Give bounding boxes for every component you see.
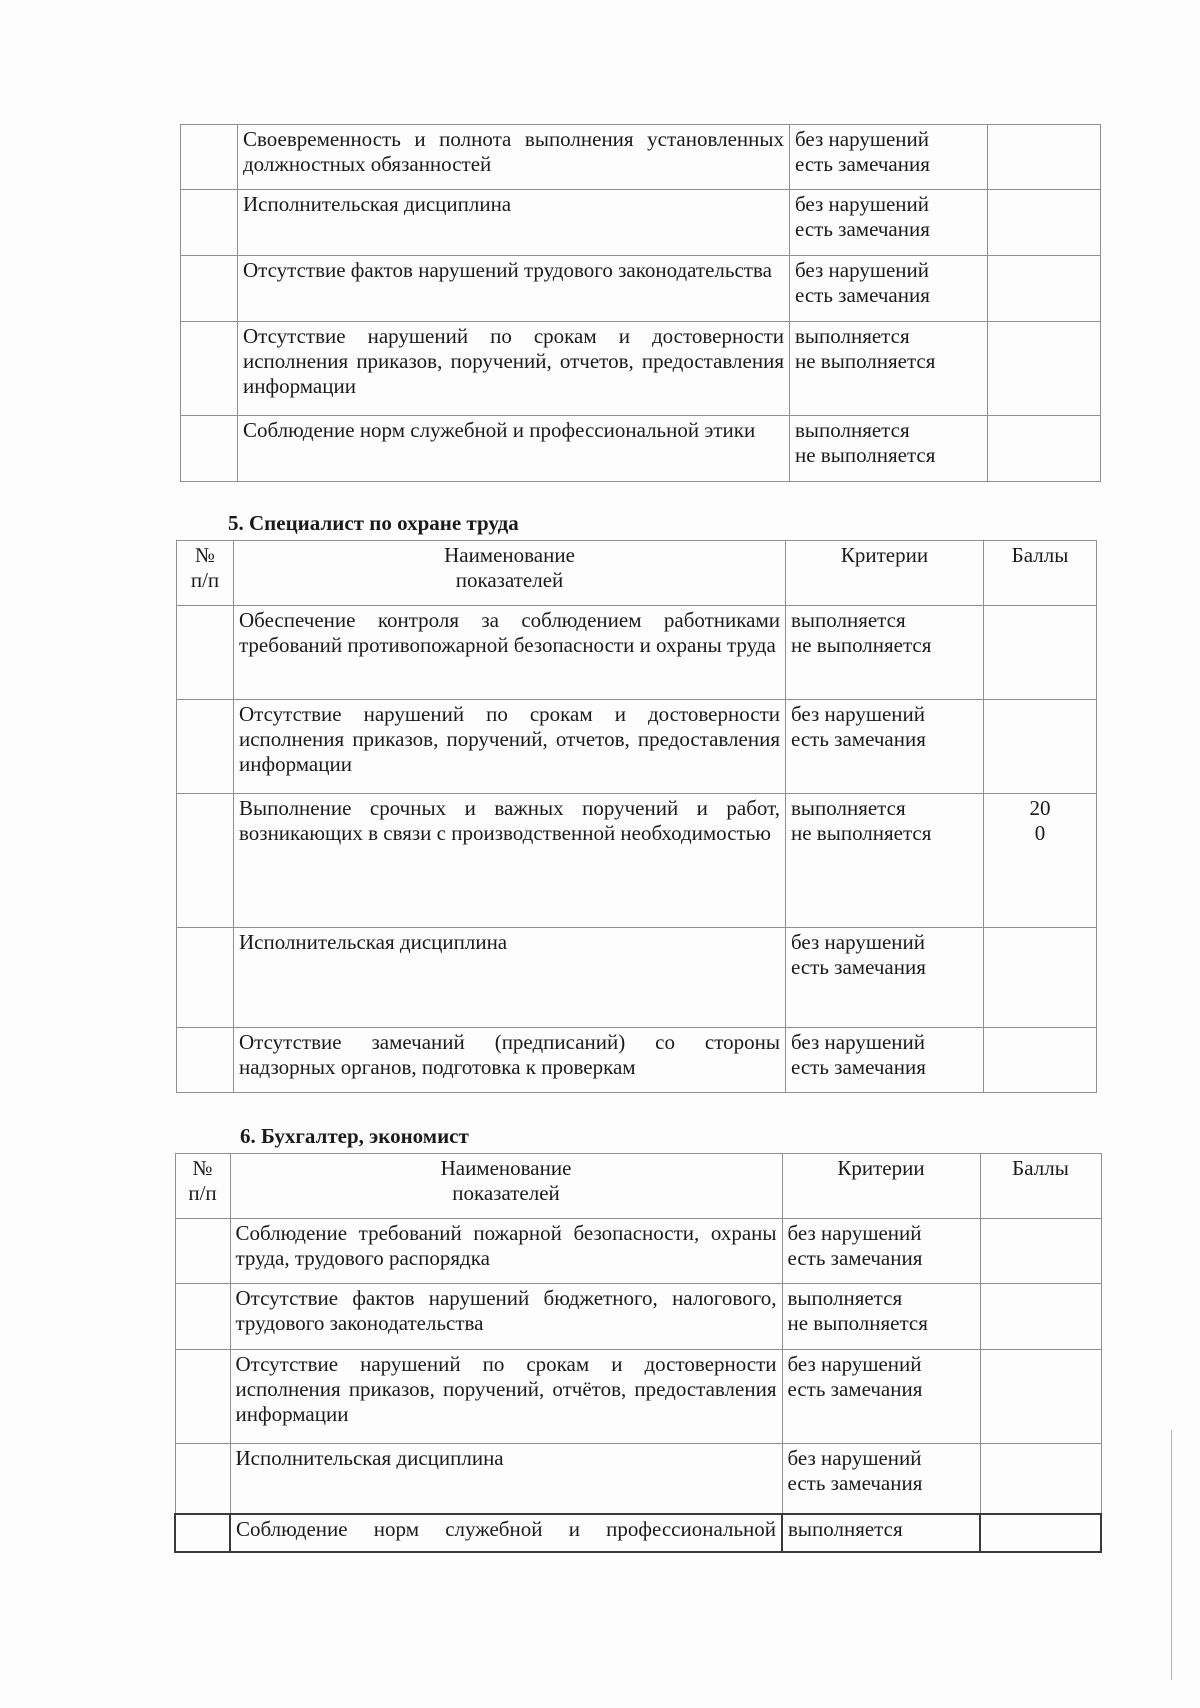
indicator-column-header: Наименование показателей	[230, 1154, 782, 1219]
row-number-cell	[181, 256, 238, 322]
criteria-cell: выполняется не выполняется	[786, 794, 984, 928]
criteria-cell: без нарушений есть замечания	[786, 928, 984, 1028]
score-cell	[988, 322, 1101, 416]
table-row	[181, 256, 1101, 322]
row-number-cell	[175, 1219, 230, 1284]
row-number-cell	[181, 125, 238, 190]
criteria-cell: выполняется не выполняется	[782, 1284, 980, 1350]
indicator-column-header: Наименование показателей	[234, 541, 786, 606]
row-number-cell	[181, 190, 238, 256]
row-number-cell	[181, 416, 238, 482]
indicator-name-cell: Соблюдение норм служебной и профессиональной	[230, 1514, 782, 1552]
table-row	[177, 928, 1097, 1028]
section5-table-body	[177, 606, 1097, 1093]
section5-table-header	[177, 541, 1097, 606]
score-cell	[984, 794, 1097, 928]
indicator-name-cell: Обеспечение контроля за соблюдением работниками требований противопожарной безопасности и охраны труда	[234, 606, 786, 700]
section5-title: 5. Специалист по охране труда	[228, 511, 519, 535]
table-row	[175, 1514, 1101, 1552]
indicator-name-cell: Соблюдение норм служебной и профессиональной этики	[238, 416, 790, 482]
table-row	[175, 1219, 1101, 1284]
table-row	[181, 125, 1101, 190]
section6-table-body	[175, 1219, 1101, 1552]
row-number-cell	[177, 700, 234, 794]
number-column-header: № п/п	[177, 541, 234, 606]
score-cell	[984, 928, 1097, 1028]
table-row	[181, 416, 1101, 482]
top-criteria-table	[180, 124, 1101, 482]
table-row	[175, 1444, 1101, 1514]
indicator-name-cell: Соблюдение требований пожарной безопасности, охраны труда, трудового распорядка	[230, 1219, 782, 1284]
table-row	[177, 1028, 1097, 1093]
section6-table	[174, 1153, 1102, 1553]
criteria-cell: без нарушений есть замечания	[782, 1219, 980, 1284]
section6-title: 6. Бухгалтер, экономист	[240, 1124, 469, 1148]
score-cell	[984, 1028, 1097, 1093]
score-column-header: Баллы	[980, 1154, 1101, 1219]
section6-table-header	[175, 1154, 1101, 1219]
indicator-name-cell: Исполнительская дисциплина	[234, 928, 786, 1028]
score-column-header: Баллы	[984, 541, 1097, 606]
row-number-cell	[177, 794, 234, 928]
criteria-cell: без нарушений есть замечания	[782, 1444, 980, 1514]
score-cell	[980, 1219, 1101, 1284]
criteria-cell: без нарушений есть замечания	[786, 1028, 984, 1093]
indicator-name-cell: Выполнение срочных и важных поручений и работ, возникающих в связи с производственной необходимостью	[234, 794, 786, 928]
criteria-cell: выполняется не выполняется	[786, 606, 984, 700]
criteria-column-header: Критерии	[782, 1154, 980, 1219]
indicator-name-cell: Исполнительская дисциплина	[230, 1444, 782, 1514]
indicator-name-cell: Своевременность и полнота выполнения установленных должностных обязанностей	[238, 125, 790, 190]
score-value: 20	[1029, 796, 1051, 820]
criteria-cell: без нарушений есть замечания	[782, 1350, 980, 1444]
row-number-cell	[175, 1350, 230, 1444]
row-number-cell	[175, 1514, 230, 1552]
table-row	[177, 700, 1097, 794]
scan-edge-line	[1171, 1430, 1172, 1680]
criteria-cell: без нарушений есть замечания	[790, 125, 988, 190]
criteria-cell: без нарушений есть замечания	[790, 190, 988, 256]
table-row	[181, 322, 1101, 416]
criteria-cell: выполняется не выполняется	[790, 322, 988, 416]
row-number-cell	[177, 928, 234, 1028]
score-cell	[980, 1514, 1101, 1552]
criteria-cell: без нарушений есть замечания	[790, 256, 988, 322]
top-table-body	[181, 125, 1101, 482]
score-cell	[984, 700, 1097, 794]
indicator-name-cell: Отсутствие нарушений по срокам и достоверности исполнения приказов, поручений, отчетов, предоставления информации	[238, 322, 790, 416]
criteria-column-header: Критерии	[786, 541, 984, 606]
table-row	[177, 606, 1097, 700]
indicator-name-cell: Отсутствие фактов нарушений трудового законодательства	[238, 256, 790, 322]
table-row	[177, 794, 1097, 928]
criteria-cell: без нарушений есть замечания	[786, 700, 984, 794]
number-column-header: № п/п	[175, 1154, 230, 1219]
row-number-cell	[181, 322, 238, 416]
table-row	[175, 1350, 1101, 1444]
indicator-name-cell: Отсутствие нарушений по срокам и достоверности исполнения приказов, поручений, отчетов, предоставления информации	[234, 700, 786, 794]
row-number-cell	[177, 1028, 234, 1093]
row-number-cell	[175, 1444, 230, 1514]
score-cell	[988, 416, 1101, 482]
table-row	[181, 190, 1101, 256]
row-number-cell	[175, 1284, 230, 1350]
score-cell	[980, 1444, 1101, 1514]
score-cell	[980, 1350, 1101, 1444]
score-cell	[988, 256, 1101, 322]
table-row	[175, 1284, 1101, 1350]
score-cell	[988, 190, 1101, 256]
indicator-name-cell: Исполнительская дисциплина	[238, 190, 790, 256]
indicator-name-cell: Отсутствие замечаний (предписаний) со стороны надзорных органов, подготовка к проверкам	[234, 1028, 786, 1093]
score-value: 0	[1034, 821, 1046, 845]
criteria-cell: выполняется не выполняется	[790, 416, 988, 482]
score-cell	[980, 1284, 1101, 1350]
score-cell	[984, 606, 1097, 700]
section5-table	[176, 540, 1097, 1093]
indicator-name-cell: Отсутствие фактов нарушений бюджетного, налогового, трудового законодательства	[230, 1284, 782, 1350]
criteria-cell: выполняется	[782, 1514, 980, 1552]
row-number-cell	[177, 606, 234, 700]
score-cell	[988, 125, 1101, 190]
indicator-name-cell: Отсутствие нарушений по срокам и достоверности исполнения приказов, поручений, отчётов, предоставления информации	[230, 1350, 782, 1444]
